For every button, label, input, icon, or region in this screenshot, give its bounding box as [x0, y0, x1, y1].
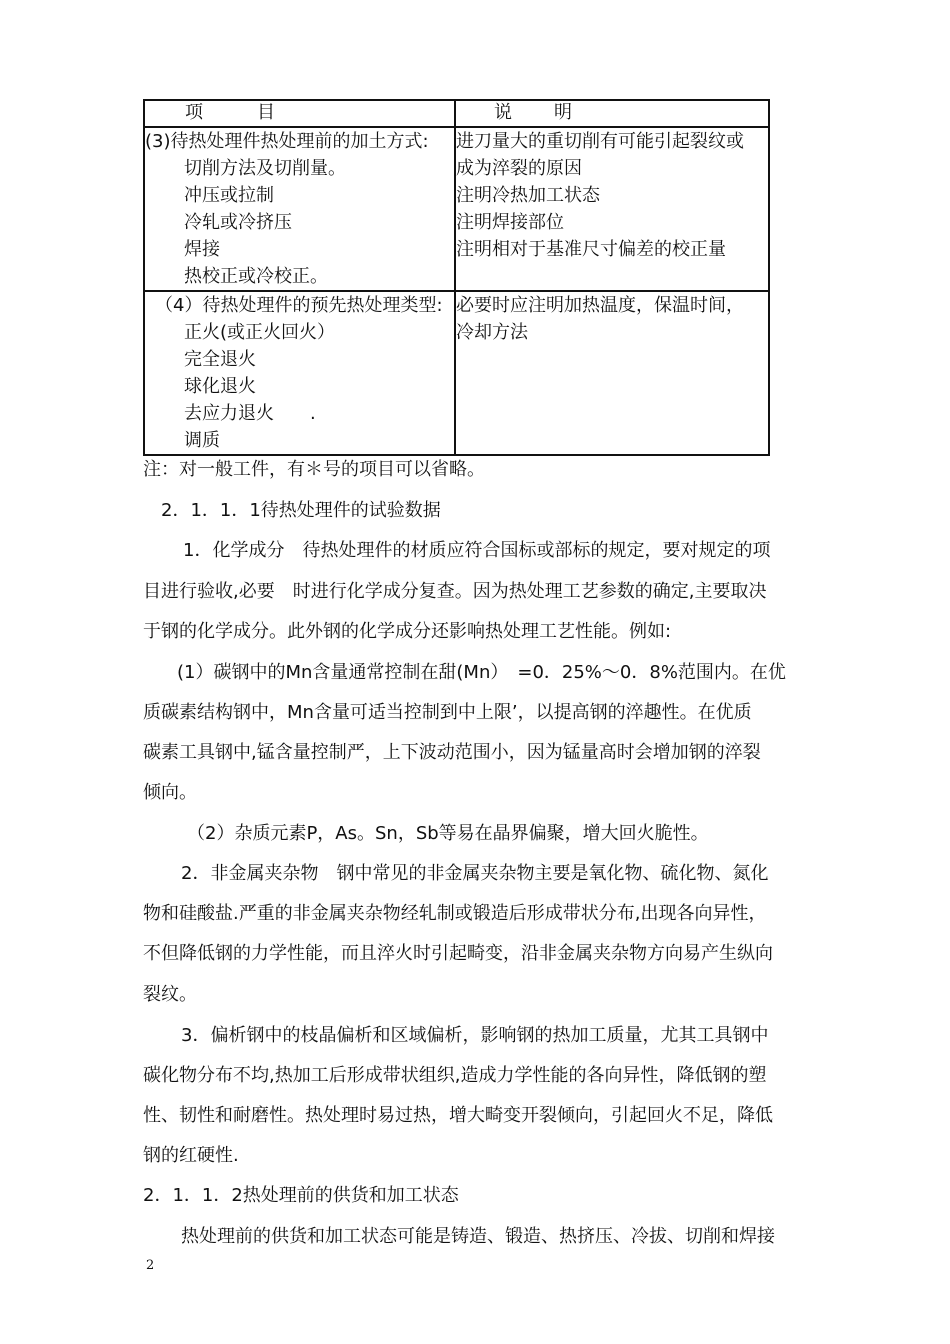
cell-line: 进刀量大的重切削有可能引起裂纹或: [455, 131, 744, 152]
paragraph-line: 1．化学成分 待热处理件的材质应符合国标或部标的规定，要对规定的项: [183, 540, 771, 561]
paragraph-line: 裂纹。: [143, 984, 197, 1005]
paragraph-line: 碳化物分布不均,热加工后形成带状组织,造成力学性能的各向异性，降低钢的塑: [143, 1065, 767, 1086]
cell-line: 去应力退火 .: [184, 403, 316, 424]
table-cell-description: [455, 127, 769, 291]
cell-line: 注明相对于基准尺寸偏差的校正量: [455, 239, 726, 260]
paragraph-line: 热处理前的供货和加工状态可能是铸造、锻造、热挤压、冷拔、切削和焊接: [181, 1226, 775, 1247]
page-number: 2: [146, 1258, 155, 1273]
cell-line: 注明焊接部位: [455, 212, 564, 233]
cell-line: 热校正或冷校正。: [184, 266, 328, 287]
table-row: [144, 127, 769, 291]
paragraph-line: 钢的红硬性.: [143, 1145, 239, 1166]
paragraph-line: 物和硅酸盐.严重的非金属夹杂物经轧制或锻造后形成带状分布,出现各向异性，: [143, 903, 767, 924]
paragraph-line: 性、韧性和耐磨性。热处理时易过热，增大畸变开裂倾向，引起回火不足，降低: [143, 1105, 773, 1126]
cell-line: 调质: [184, 430, 220, 451]
section-heading: 2．1．1．1待热处理件的试验数据: [161, 500, 441, 521]
paragraph-line: 碳素工具钢中,锰含量控制严，上下波动范围小，因为锰量高时会增加钢的淬裂: [143, 742, 761, 763]
table-cell-description: [455, 291, 769, 455]
paragraph-line: （2）杂质元素P，As。Sn，Sb等易在晶界偏聚，增大回火脆性。: [187, 823, 709, 844]
section-heading: 2．1．1．2热处理前的供货和加工状态: [143, 1185, 459, 1206]
cell-line: (3)待热处理件热处理前的加土方式:: [145, 131, 429, 152]
cell-line: 必要时应注明加热温度，保温时间，: [455, 295, 744, 316]
cell-line: （4）待热处理件的预先热处理类型:: [155, 295, 443, 316]
header-description: 说 明: [455, 100, 769, 127]
cell-line: 冲压或拉制: [184, 185, 274, 206]
cell-line: 正火(或正火回火）: [184, 322, 336, 343]
table-cell-item: [144, 291, 455, 455]
cell-line: 成为淬裂的原因: [455, 158, 582, 179]
paragraph-line: 倾向。: [143, 782, 197, 803]
paragraph-line: 于钢的化学成分。此外钢的化学成分还影响热处理工艺性能。例如:: [143, 621, 672, 642]
cell-line: 注明冷热加工状态: [455, 185, 600, 206]
cell-line: 焊接: [184, 239, 220, 260]
cell-line: 切削方法及切削量。: [184, 158, 346, 179]
cell-line: 冷轧或冷挤压: [184, 212, 292, 233]
cell-line: 完全退火: [184, 349, 256, 370]
header-item: 项 目: [144, 100, 455, 127]
paragraph-line: (1）碳钢中的Mn含量通常控制在甜(Mn） =0．25%～0．8%范围内。在优: [177, 662, 786, 683]
cell-line: 冷却方法: [455, 322, 528, 343]
table-row: [144, 291, 769, 455]
paragraph-line: 目进行验收,必要 时进行化学成分复查。因为热处理工艺参数的确定,主要取决: [143, 581, 767, 602]
paragraph-line: 质碳素结构钢中，Mn含量可适当控制到中上限’，以提高钢的淬趣性。在优质: [143, 702, 752, 723]
cell-line: 球化退火: [184, 376, 256, 397]
paragraph-line: 2．非金属夹杂物 钢中常见的非金属夹杂物主要是氧化物、硫化物、氮化: [181, 863, 769, 884]
paragraph-line: 不但降低钢的力学性能，而且淬火时引起畸变，沿非金属夹杂物方向易产生纵向: [143, 943, 773, 964]
paragraph-line: 3．偏析钢中的枝晶偏析和区域偏析，影响钢的热加工质量，尤其工具钢中: [181, 1025, 769, 1046]
heat-treatment-table: [143, 99, 770, 456]
table-cell-item: [144, 127, 455, 291]
table-note: 注：对一般工件，有＊号的项目可以省略。: [143, 459, 485, 480]
table-header-row: [144, 100, 769, 127]
